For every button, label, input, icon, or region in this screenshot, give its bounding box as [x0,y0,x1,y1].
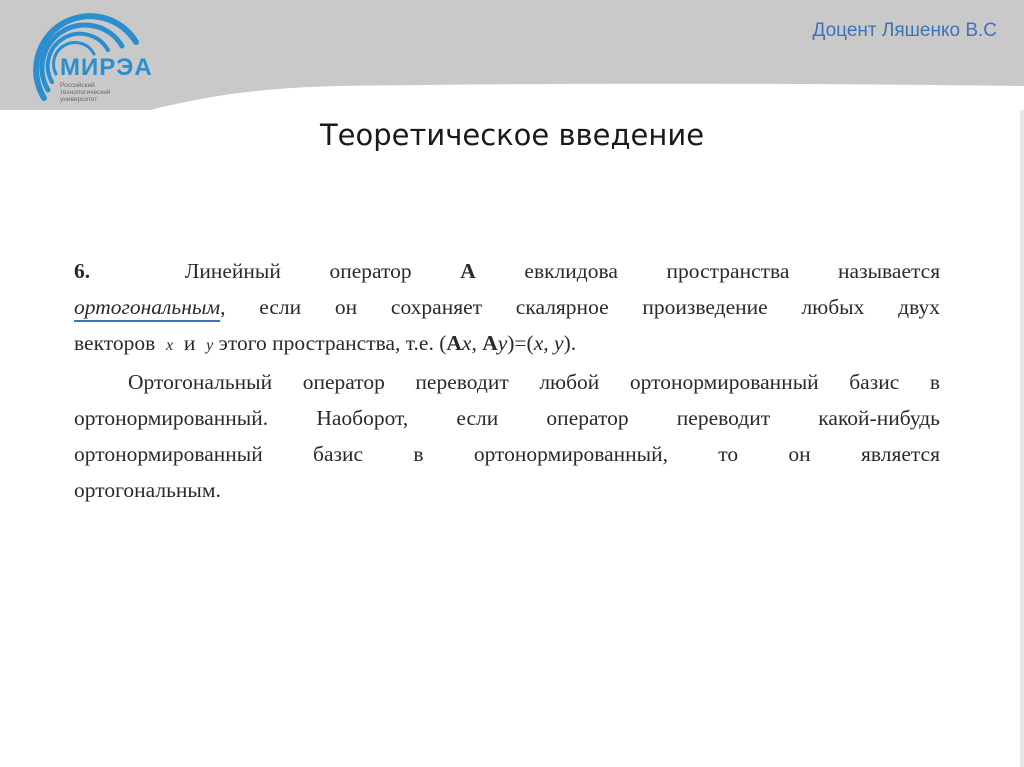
logo-subtitle-line: университет [60,96,98,103]
logo-subtitle-line: технологический [60,89,111,96]
formula-var: x, y [533,331,564,355]
logo-subtitle [60,82,140,103]
paragraph-line: ортогональным. [74,478,221,502]
body-text: этого пространства, т.е. ( [218,331,447,355]
logo-subtitle-line: Российский [60,82,95,89]
formula-operator: А [482,331,498,355]
body-text: и [183,331,196,355]
paragraph-line: ортонормированный базис в ортонормированный, то он является [74,442,940,466]
paragraph-line [74,253,940,289]
logo-name: МИРЭА [60,54,153,81]
formula-operator: А [446,331,462,355]
body-text: называется [838,259,941,283]
body-text: оператор [329,259,412,283]
right-edge-shadow [1020,110,1024,767]
paragraph-line: ортонормированный. Наоборот, если оператор переводит какой-нибудь [74,406,940,430]
formula-var: y [497,331,508,355]
paragraph-line [74,325,940,364]
body-text: евклидова [524,259,618,283]
body-text: , если он сохраняет скалярное произведение любых двух [220,295,940,319]
term-orthogonal: ортогональным [74,295,221,319]
variable-y: y [206,337,214,354]
formula-sep: , [471,331,483,355]
body-text: Линейный [184,259,281,283]
operator-symbol: А [460,259,476,283]
mirea-logo [4,2,184,112]
formula-sep: )=( [507,331,534,355]
item-number: 6. [74,259,91,283]
body-text: пространства [666,259,790,283]
paragraph-line: Ортогональный оператор переводит любой ортонормированный базис в [128,370,940,394]
body-text: векторов [74,331,156,355]
formula-var: x [461,331,472,355]
variable-x: x [166,337,174,354]
slide-body [74,253,940,508]
slide-title: Теоретическое введение [319,118,705,152]
formula-sep: ). [563,331,577,355]
author-name: Доцент Ляшенко В.С [812,20,997,41]
paragraph-line [74,289,940,325]
